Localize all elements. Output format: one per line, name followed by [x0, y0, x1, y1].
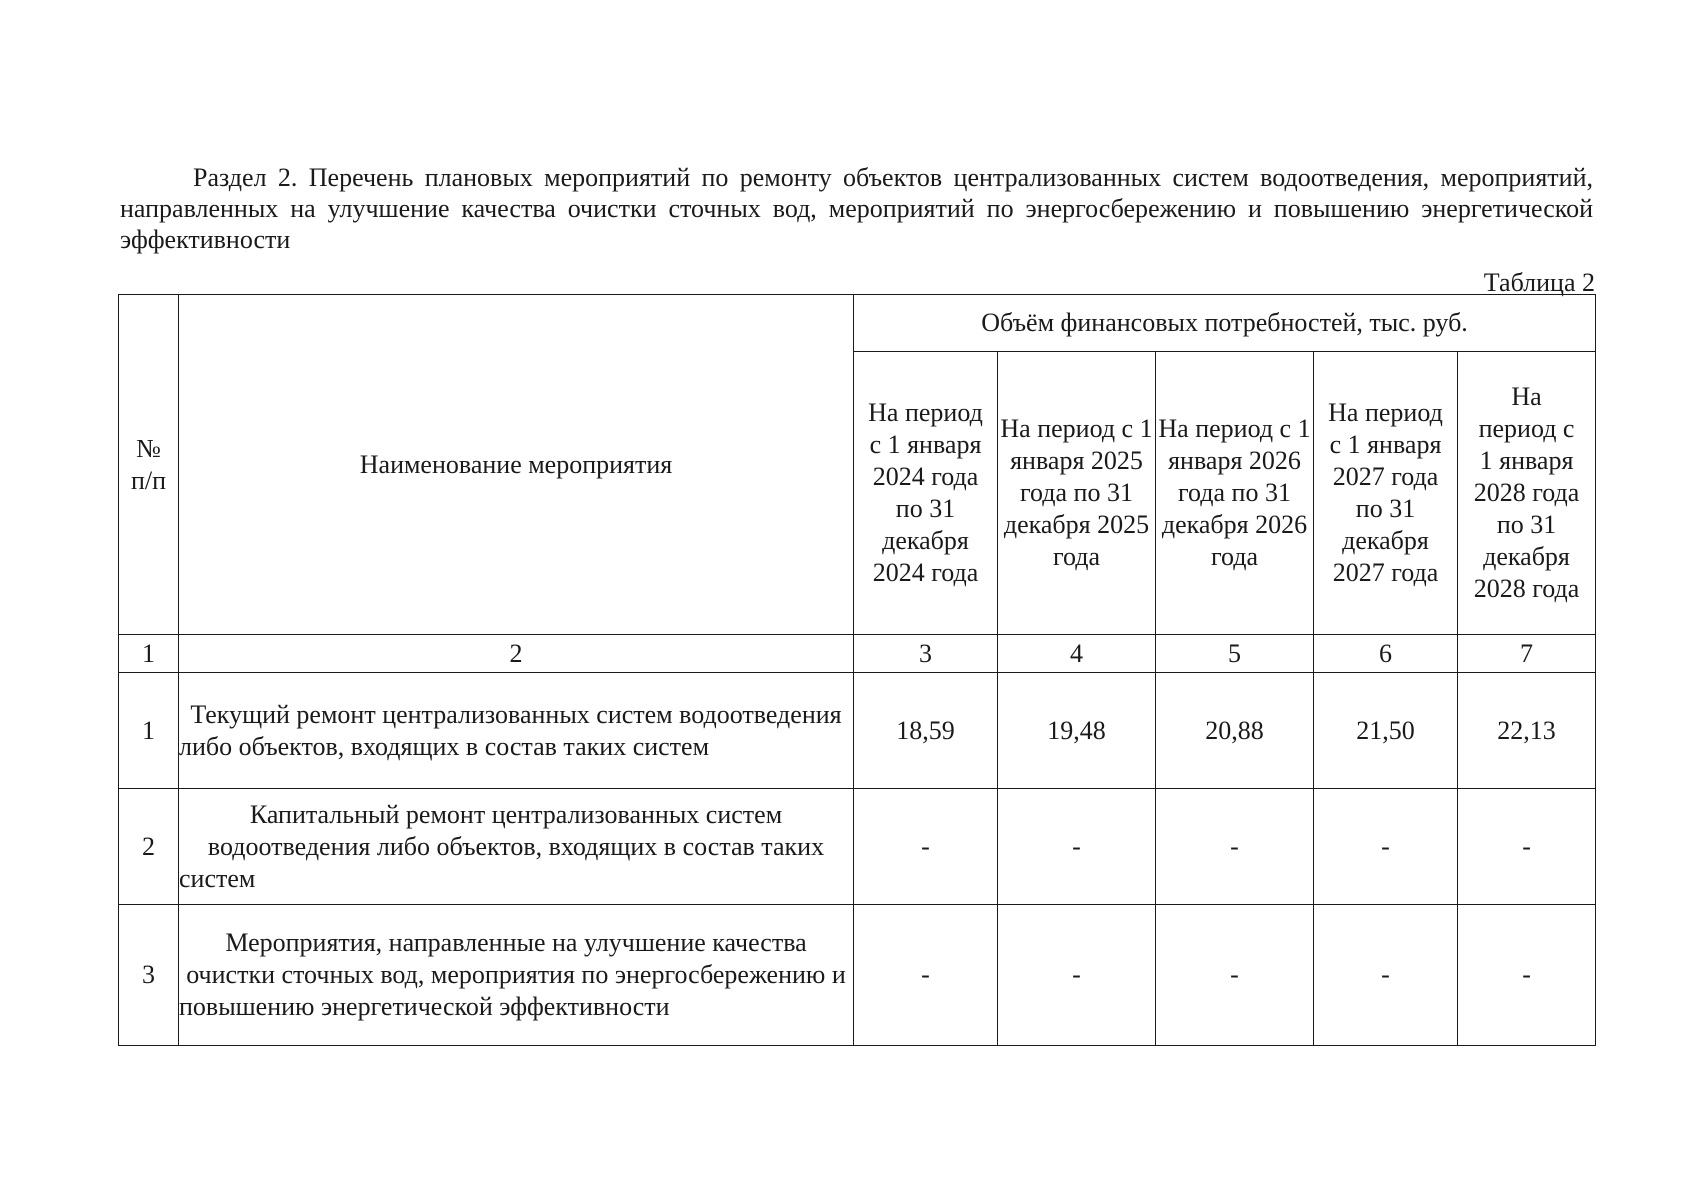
value-cell: -	[1156, 905, 1314, 1046]
finance-header: Объём финансовых потребностей, тыс. руб.	[854, 295, 1596, 352]
value-cell: 21,50	[1314, 673, 1458, 789]
column-number: 5	[1156, 635, 1314, 673]
measure-name: Мероприятия, направленные на улучшение качества очистки сточных вод, мероприятия по энергосбережению и повышению энергетической эффективности	[179, 905, 854, 1046]
row-number: 2	[119, 789, 179, 905]
table-caption: Таблица 2	[1483, 268, 1595, 297]
table-row	[119, 789, 1596, 905]
measures-table	[118, 294, 1596, 1046]
value-cell: -	[1458, 905, 1596, 1046]
column-number-row	[119, 635, 1596, 673]
value-cell: -	[854, 905, 998, 1046]
value-cell: -	[1156, 789, 1314, 905]
value-cell: -	[1314, 905, 1458, 1046]
value-cell: -	[998, 905, 1156, 1046]
row-number: 1	[119, 673, 179, 789]
period-header: На период с 1 января 2026 года по 31 декабря 2026 года	[1156, 352, 1314, 635]
table-row	[119, 673, 1596, 789]
column-number: 3	[854, 635, 998, 673]
value-cell: -	[1314, 789, 1458, 905]
value-cell: -	[854, 789, 998, 905]
column-number: 6	[1314, 635, 1458, 673]
period-header: На период с 1 января 2025 года по 31 декабря 2025 года	[998, 352, 1156, 635]
period-header: На период с 1 января 2027 года по 31 декабря 2027 года	[1314, 352, 1458, 635]
table-row	[119, 905, 1596, 1046]
period-header: На период с 1 января 2028 года по 31 декабря 2028 года	[1458, 352, 1596, 635]
measure-name: Капитальный ремонт централизованных систем водоотведения либо объектов, входящих в состав таких систем	[179, 789, 854, 905]
header-row-main	[119, 295, 1596, 352]
value-cell: 19,48	[998, 673, 1156, 789]
col-name-header: Наименование мероприятия	[179, 295, 854, 635]
value-cell: 22,13	[1458, 673, 1596, 789]
value-cell: 18,59	[854, 673, 998, 789]
column-number: 2	[179, 635, 854, 673]
column-number: 4	[998, 635, 1156, 673]
value-cell: -	[998, 789, 1156, 905]
column-number: 7	[1458, 635, 1596, 673]
column-number: 1	[119, 635, 179, 673]
period-header: На период с 1 января 2024 года по 31 декабря 2024 года	[854, 352, 998, 635]
measure-name: Текущий ремонт централизованных систем водоотведения либо объектов, входящих в состав таких систем	[179, 673, 854, 789]
section-heading: Раздел 2. Перечень плановых мероприятий по ремонту объектов централизованных систем водоотведения, мероприятий, направленных на улучшение качества очистки сточных вод, мероприятий по энергосбережению и повышению энергетической эффективности	[120, 163, 1593, 254]
value-cell: 20,88	[1156, 673, 1314, 789]
value-cell: -	[1458, 789, 1596, 905]
col-num-header: № п/п	[119, 295, 179, 635]
row-number: 3	[119, 905, 179, 1046]
